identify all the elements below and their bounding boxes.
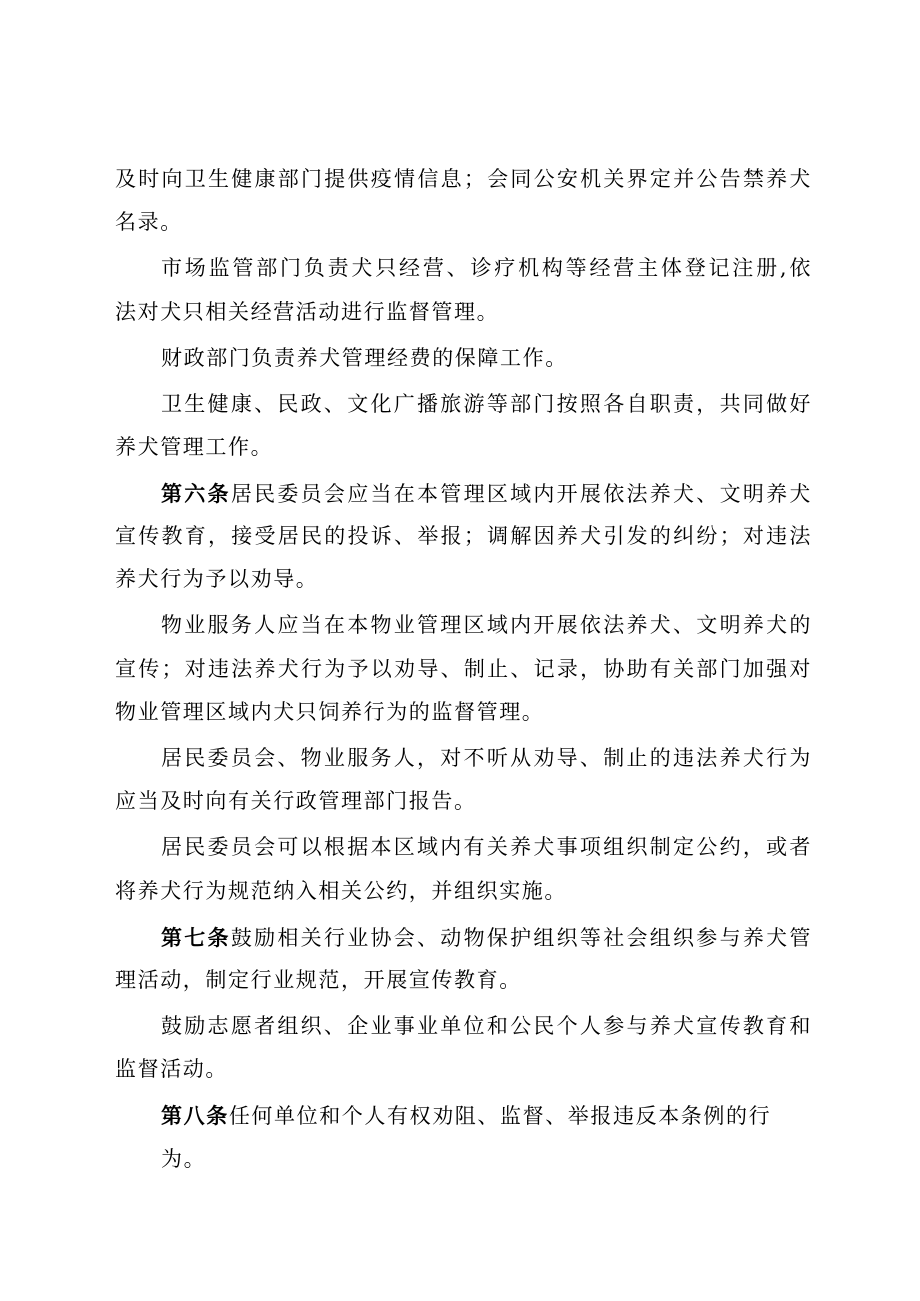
text-line: 理活动，制定行业规范，开展宣传教育。 bbox=[115, 967, 522, 992]
paragraph-continuation bbox=[115, 158, 812, 245]
article-text: 居民委员会应当在本管理区域内开展依法养犬、文明养犬 bbox=[230, 481, 812, 506]
text-line: 法对犬只相关经营活动进行监督管理。 bbox=[115, 299, 500, 324]
article-8 bbox=[115, 1094, 812, 1172]
paragraph-volunteers bbox=[115, 1005, 812, 1092]
text-line: 鼓励志愿者组织、企业事业单位和公民个人参与养犬宣传教育和 bbox=[161, 1013, 812, 1038]
text-line: 居民委员会、物业服务人，对不听从劝导、制止的违法养犬行为 bbox=[161, 745, 812, 770]
article-number: 第六条 bbox=[161, 480, 231, 506]
text-line bbox=[115, 1094, 812, 1172]
text-line: 财政部门负责养犬管理经费的保障工作。 bbox=[161, 345, 568, 370]
paragraph-finance bbox=[115, 337, 812, 380]
text-line: 将养犬行为规范纳入相关公约，并组织实施。 bbox=[115, 878, 567, 903]
text-line: 卫生健康、民政、文化广播旅游等部门按照各自职责，共同做好 bbox=[161, 391, 812, 416]
paragraph-property-service bbox=[115, 604, 812, 734]
text-line bbox=[115, 472, 812, 515]
article-text: 鼓励相关行业协会、动物保护组织等社会组织参与养犬管 bbox=[230, 925, 812, 950]
article-7 bbox=[115, 916, 812, 1003]
text-line: 物业管理区域内犬只饲养行为的监督管理。 bbox=[115, 700, 545, 724]
article-number: 第八条 bbox=[161, 1103, 229, 1129]
text-line: 宣传教育，接受居民的投诉、举报；调解因养犬引发的纠纷；对违法 bbox=[115, 524, 812, 549]
paragraph-convention bbox=[115, 826, 812, 913]
paragraph-report bbox=[115, 737, 812, 824]
paragraph-health-civil-affairs bbox=[115, 383, 812, 470]
text-line: 养犬管理工作。 bbox=[115, 434, 274, 459]
article-6 bbox=[115, 472, 812, 602]
document-body bbox=[115, 158, 812, 1172]
text-line bbox=[115, 916, 812, 959]
text-line: 居民委员会可以根据本区域内有关养犬事项组织制定公约，或者 bbox=[161, 835, 812, 860]
text-line: 及时向卫生健康部门提供疫情信息；会同公安机关界定并公告禁养犬 bbox=[115, 167, 812, 191]
text-line: 监督活动。 bbox=[115, 1057, 228, 1082]
article-text: 任何单位和个人有权劝阻、监督、举报违反本条例的行为。 bbox=[161, 1104, 772, 1172]
text-line: 应当及时向有关行政管理部门报告。 bbox=[115, 789, 477, 814]
text-line: 名录。 bbox=[115, 210, 183, 235]
text-line: 养犬行为予以劝导。 bbox=[115, 567, 319, 592]
text-line: 市场监管部门负责犬只经营、诊疗机构等经营主体登记注册,依 bbox=[161, 256, 812, 281]
text-line: 物业服务人应当在本物业管理区域内开展依法养犬、文明养犬的 bbox=[161, 613, 812, 638]
paragraph-market-supervision bbox=[115, 247, 812, 334]
article-number: 第七条 bbox=[161, 924, 231, 950]
text-line: 宣传；对违法养犬行为予以劝导、制止、记录，协助有关部门加强对 bbox=[115, 656, 812, 681]
